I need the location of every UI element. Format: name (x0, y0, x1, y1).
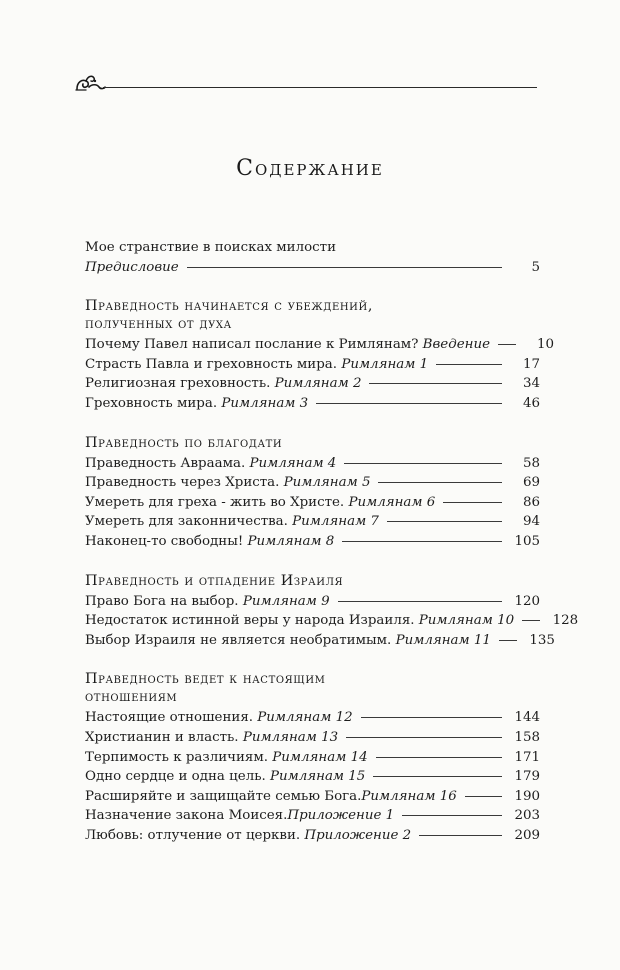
header-rule (103, 87, 537, 88)
entry-text: Назначение закона Моисея.Приложение 1 (85, 808, 395, 824)
page-number: 34 (522, 376, 540, 392)
entry-text: Умереть для греха - жить во Христе. Римлянам 6 (85, 494, 436, 510)
section-3 (85, 572, 579, 651)
entry-text: Выбор Израиля не является необратимым. Римлянам 11 (85, 632, 491, 648)
page-number: 17 (522, 356, 540, 372)
page-number: 135 (529, 632, 555, 648)
entry-text: Праведность через Христа. Римлянам 5 (85, 475, 371, 491)
toc-entry[interactable] (85, 611, 579, 631)
dot-leader (419, 835, 502, 836)
dot-leader (338, 601, 502, 602)
dot-leader (187, 267, 502, 268)
section-1 (85, 297, 554, 413)
toc-entry[interactable] (85, 335, 554, 355)
section-4 (85, 670, 540, 845)
toc-entry[interactable] (85, 532, 540, 552)
toc-entry[interactable] (85, 374, 540, 394)
page-number: 203 (514, 808, 540, 824)
toc-entry[interactable] (85, 806, 540, 826)
entry-text: Настоящие отношения. Римлянам 12 (85, 710, 353, 726)
entry-text: Терпимость к различиям. Римлянам 14 (85, 749, 368, 765)
entry-text: Предисловие (85, 259, 179, 275)
dot-leader (443, 502, 502, 503)
fleuron-ornament-icon (74, 72, 106, 94)
table-of-contents (85, 238, 579, 845)
page-number: 69 (522, 475, 540, 491)
entry-text: Страсть Павла и греховность мира. Римлянам 1 (85, 356, 429, 372)
toc-entry[interactable] (85, 767, 540, 787)
entry-text: Недостаток истинной веры у народа Израиля. Римлянам 10 (85, 613, 515, 629)
page-number: 58 (522, 455, 540, 471)
entry-text: Расширяйте и защищайте семью Бога.Римлянам 16 (85, 788, 457, 804)
entry-text: Почему Павел написал послание к Римлянам? Введение (85, 337, 490, 353)
entry-text: Праведность Авраама. Римлянам 4 (85, 455, 337, 471)
preface-title: Мое странствие в поисках милости (85, 240, 337, 255)
dot-leader (361, 717, 502, 718)
toc-entry[interactable] (85, 631, 555, 651)
dot-leader (344, 463, 502, 464)
entry-text: Умереть для законничества. Римлянам 7 (85, 514, 379, 530)
page-number: 209 (514, 827, 540, 843)
dot-leader (402, 815, 502, 816)
toc-entry[interactable] (85, 493, 540, 513)
toc-entry[interactable] (85, 394, 540, 414)
toc-entry[interactable] (85, 748, 540, 768)
section-heading: Праведность и отпадение Израиля (85, 572, 344, 589)
page-number: 105 (514, 533, 540, 549)
page-number: 144 (514, 710, 540, 726)
page-number: 171 (514, 749, 540, 765)
dot-leader (316, 403, 502, 404)
toc-entry-preface[interactable] (85, 258, 540, 278)
dot-leader (387, 521, 502, 522)
toc-entry[interactable] (85, 708, 540, 728)
dot-leader (436, 364, 502, 365)
dot-leader (378, 482, 502, 483)
page-number: 128 (552, 613, 579, 629)
dot-leader (342, 541, 502, 542)
dot-leader (499, 640, 517, 641)
dot-leader (346, 737, 502, 738)
toc-entry[interactable] (85, 355, 540, 375)
dot-leader (522, 620, 540, 621)
toc-entry[interactable] (85, 454, 540, 474)
page-number: 179 (514, 769, 540, 785)
entry-text: Религиозная греховность. Римлянам 2 (85, 376, 362, 392)
preface-block (85, 238, 540, 277)
page-number: 86 (522, 494, 540, 510)
toc-entry[interactable] (85, 787, 540, 807)
dot-leader (369, 383, 502, 384)
page-number: 46 (522, 395, 540, 411)
section-heading: Праведность начинается с убеждений, полученных от духа (85, 298, 373, 333)
page-title: Содержание (236, 156, 384, 181)
entry-text: Христианин и власть. Римлянам 13 (85, 729, 339, 745)
entry-text: Право Бога на выбор. Римлянам 9 (85, 593, 330, 609)
section-heading: Праведность ведет к настоящим отношениям (85, 671, 326, 706)
page-number: 5 (531, 259, 540, 275)
page-number: 10 (536, 337, 554, 353)
section-heading: Праведность по благодати (85, 434, 283, 451)
toc-entry[interactable] (85, 473, 540, 493)
dot-leader (376, 757, 502, 758)
section-2 (85, 434, 540, 552)
toc-entry[interactable] (85, 512, 540, 532)
toc-entry[interactable] (85, 728, 540, 748)
dot-leader (498, 344, 516, 345)
dot-leader (373, 776, 502, 777)
entry-text: Одно сердце и одна цель. Римлянам 15 (85, 769, 366, 785)
entry-text: Наконец-то свободны! Римлянам 8 (85, 533, 335, 549)
toc-entry[interactable] (85, 592, 540, 612)
page-number: 94 (522, 514, 540, 530)
entry-text: Любовь: отлучение от церкви. Приложение 2 (85, 827, 412, 843)
page-number: 190 (514, 788, 540, 804)
dot-leader (465, 796, 502, 797)
page-number: 120 (514, 593, 540, 609)
entry-text: Греховность мира. Римлянам 3 (85, 395, 309, 411)
toc-entry[interactable] (85, 826, 540, 846)
page-number: 158 (514, 729, 540, 745)
